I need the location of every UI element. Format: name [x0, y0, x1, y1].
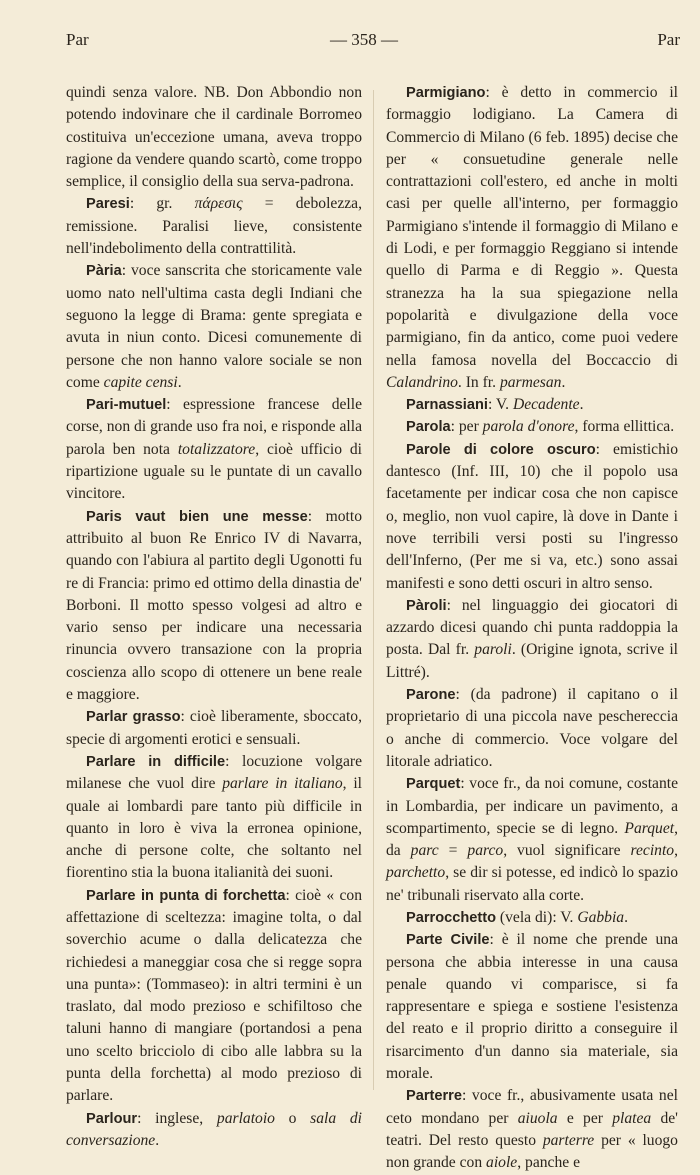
italic-term: capite censi	[103, 373, 178, 391]
entry-text: de' teatri. Del resto questo	[386, 1109, 678, 1149]
dictionary-entry-cont	[66, 82, 362, 193]
dictionary-entry-parlare-difficile	[66, 751, 362, 885]
entry-headword: Parte Civile	[406, 932, 490, 949]
entry-headword: Pari-mutuel	[86, 397, 167, 414]
dictionary-entry-paris	[66, 506, 362, 707]
entry-text: : è detto in commercio il formaggio lodigiano. La Camera di Commercio di Milano (6 feb. 1895) decise che per « consuetudine generale nelle contrattazioni coll'estero, ed anche in molti casi per quelle all'interno, per formaggio Parmigiano s'intende il formaggio di Milano e di Lodi, e per formaggio Reggiano si intende quello di Parma e di Reggio ». Questa stranezza ha la sua spiegazione nella popolarità e divulgazione della voce parmigiano, fin da antico, come puoi vedere nella famosa novella del Boccaccio di	[386, 84, 678, 369]
page-number: — 358 —	[330, 30, 398, 49]
entry-text: , se dir si potesse, ed indicò lo spazio ne' tribunali riservato alla corte.	[386, 864, 678, 904]
entry-text: , panche e	[517, 1154, 580, 1172]
entry-headword: Paris vaut bien une messe	[86, 508, 308, 525]
entry-text: , vuol significare	[503, 842, 631, 860]
entry-text: : (da padrone) il capitano o il proprietario di una piccola nave peschereccia o anche di commercio. Voce volgare del litorale adriatico.	[386, 686, 678, 770]
dictionary-entry-parone	[386, 684, 678, 773]
entry-text: quindi senza valore. NB. Don Abbondio non potendo indovinare che il cardinale Borromeo costituiva un'eccezione umana, aveva troppo ragione da vendere quando scartò, come troppo semplice, il consiglio della sua serva-padrona.	[66, 84, 362, 191]
entry-text: : emistichio dantesco (Inf. III, 10) che il popolo usa facetamente per indicar cosa che non capisce o, meglio, non vuol capire, là dove in Dante i nove terribili versi posti su l'ingresso dell'Inferno, (Per me si va, etc.) sono assai manifesti e sono detti oscuri in altro senso.	[386, 440, 678, 592]
entry-headword: Parquet	[406, 776, 461, 793]
italic-term: paroli	[474, 641, 512, 659]
italic-term: sala di conversazione	[66, 1109, 362, 1149]
entry-headword: Parola	[406, 419, 451, 436]
italic-term: parmesan	[499, 373, 562, 391]
entry-text: : per	[450, 418, 483, 436]
entry-text: , da	[386, 819, 678, 860]
italic-term: parco	[467, 842, 504, 860]
entry-headword: Parlare in difficile	[86, 753, 226, 770]
dictionary-entry-parrocchetto	[386, 907, 678, 929]
right-column	[386, 82, 678, 1175]
italic-term: parterre	[542, 1131, 595, 1149]
entry-text: : cioè « con affettazione di sceltezza: imagine tolta, o dal soverchio acume o dalla delicatezza che richiedesi a maneggiar cosa che si regge sopra una punta»: (Tommaseo): in altri termini è un traslato, dal modo prezioso e schifiltoso che taluni hanno di mangiare (portandosi a pena uno scelto bricciolo di cibo alle labbra su la punta della forchetta) al modo prezioso di parlare.	[66, 886, 362, 1105]
dictionary-entry-parole-colore	[386, 439, 678, 595]
header-right-catchword: Par	[657, 30, 680, 49]
dictionary-entry-parterre	[386, 1085, 678, 1174]
entry-text: : gr.	[129, 195, 195, 213]
dictionary-entry-pari-mutuel	[66, 394, 362, 505]
dictionary-entry-parlour	[66, 1108, 362, 1153]
entry-text: . In fr.	[457, 373, 500, 391]
dictionary-entry-parlare-forchetta	[66, 885, 362, 1108]
entry-text: : motto attribuito al buon Re Enrico IV di Navarra, quando con l'abiura al partito degli Ugonotti fu re di Francia: primo ed ottimo della dinastia de' Borboni. Il motto spesso volgesi ad altro e vario senso per indicare una necessaria rinuncia ovvero transazione con la propria coscienza allo scopo di ottenere un bene reale e maggiore.	[66, 507, 362, 704]
entry-text: : voce sanscrita che storicamente vale uomo nato nell'ultima casta degli Indiani che seguono la legge di Brama: gente spregiata e avuta in niun conto. Dicesi comunemente di persone che non hanno valore sociale se non come	[66, 262, 362, 391]
dictionary-entry-parlar-grasso	[66, 706, 362, 751]
entry-text: = debolezza, remissione. Paralisi lieve, consistente nell'indebolimento della contrattilità.	[66, 195, 362, 258]
column-divider	[373, 90, 374, 1090]
dictionary-entry-paria	[66, 260, 362, 394]
entry-text: , il quale ai lombardi pare tanto più difficile in quanto in loro è viva la erronea opinione, anche di persone colte, che soltanto nel fiorentino stia la buona italianità dei suoni.	[66, 775, 362, 882]
entry-text: .	[579, 396, 584, 414]
entry-headword: Parole di colore oscuro	[406, 441, 596, 458]
entry-headword: Parmigiano	[406, 85, 486, 101]
entry-text: .	[624, 908, 628, 926]
italic-term: totalizzatore	[177, 440, 256, 458]
italic-term: parlatoio	[216, 1109, 275, 1127]
entry-headword: Pàroli	[406, 597, 447, 614]
dictionary-entry-parquet	[386, 773, 678, 907]
page-header	[0, 30, 700, 56]
entry-text: : voce fr., da noi comune, costante in Lombardia, per indicare un pavimento, a scompartimento, specie se di legno.	[386, 775, 678, 837]
entry-text: . (Origine ignota, scrive il Littré).	[386, 641, 678, 681]
entry-text: : nel linguaggio dei giocatori di azzardo dicesi quando chi punta raddoppia la posta. Dal fr.	[386, 596, 678, 659]
italic-term: parola d'onore	[482, 418, 575, 436]
dictionary-entry-paresi	[66, 193, 362, 260]
italic-term: parchetto	[386, 864, 446, 882]
italic-term: recinto	[630, 842, 675, 860]
entry-text: , forma ellittica.	[574, 418, 675, 436]
entry-headword: Paresi	[86, 196, 130, 213]
dictionary-entry-parola	[386, 416, 678, 438]
entry-headword: Parrocchetto	[406, 909, 497, 926]
entry-text: : è il nome che prende una persona che abbia interesse in una causa penale quando vi comparisce, si fa rappresentare e spiega e sostiene l'esistenza del reato e il proprio diritto a conseguire il risarcimento d'un danno sia materiale, sia morale.	[386, 931, 678, 1083]
entry-text: , cioè ufficio di ripartizione uguale su le puntate di un cavallo vincitore.	[66, 440, 362, 503]
entry-text: .	[177, 373, 182, 391]
entry-text: : inglese,	[137, 1109, 217, 1127]
dictionary-entry-paroli	[386, 595, 678, 684]
entry-text: : espressione francese delle corse, non di grande uso fra noi, e risponde alla parola ben nota	[66, 396, 362, 458]
entry-text: e per	[557, 1109, 613, 1127]
italic-term: Parquet	[624, 819, 675, 837]
italic-term: Decadente	[512, 396, 580, 414]
entry-text: : locuzione volgare milanese che vuol dire	[66, 752, 362, 793]
italic-term: aiuola	[517, 1109, 558, 1127]
entry-text: .	[155, 1131, 160, 1149]
entry-text: : cioè liberamente, sboccato, specie di argomenti erotici e sensuali.	[66, 708, 362, 748]
entry-text: ,	[674, 842, 678, 860]
entry-text: (vela di): V.	[496, 908, 578, 926]
dictionary-entry-parnassiani	[386, 394, 678, 416]
entry-text: per « luogo non grande con	[386, 1131, 678, 1172]
italic-term: parlare in italiano	[222, 775, 343, 793]
entry-text: o	[274, 1109, 311, 1127]
dictionary-entry-parmigiano	[386, 82, 678, 394]
entry-headword: Parterre	[406, 1088, 462, 1105]
italic-term: Calandrino	[386, 373, 458, 391]
italic-term: platea	[612, 1109, 652, 1127]
entry-headword: Parlare in punta di forchetta	[86, 887, 286, 904]
entry-text: .	[561, 373, 566, 391]
entry-headword: Parone	[406, 687, 456, 704]
entry-text: : V.	[487, 396, 513, 414]
entry-text: : voce fr., abusivamente usata nel ceto mondano per	[386, 1087, 678, 1127]
left-column	[66, 82, 362, 1152]
italic-term: Gabbia	[577, 908, 625, 926]
entry-headword: Parnassiani	[406, 397, 488, 414]
dictionary-entry-parte-civile	[386, 929, 678, 1085]
italic-term: aiole	[486, 1154, 518, 1172]
italic-term: πάρεσις	[194, 195, 243, 213]
entry-headword: Parlar grasso	[86, 709, 181, 726]
italic-term: parc	[410, 842, 439, 860]
header-left-catchword: Par	[66, 30, 89, 49]
entry-text: =	[438, 842, 468, 860]
entry-headword: Pària	[86, 263, 122, 280]
entry-headword: Parlour	[86, 1110, 138, 1127]
